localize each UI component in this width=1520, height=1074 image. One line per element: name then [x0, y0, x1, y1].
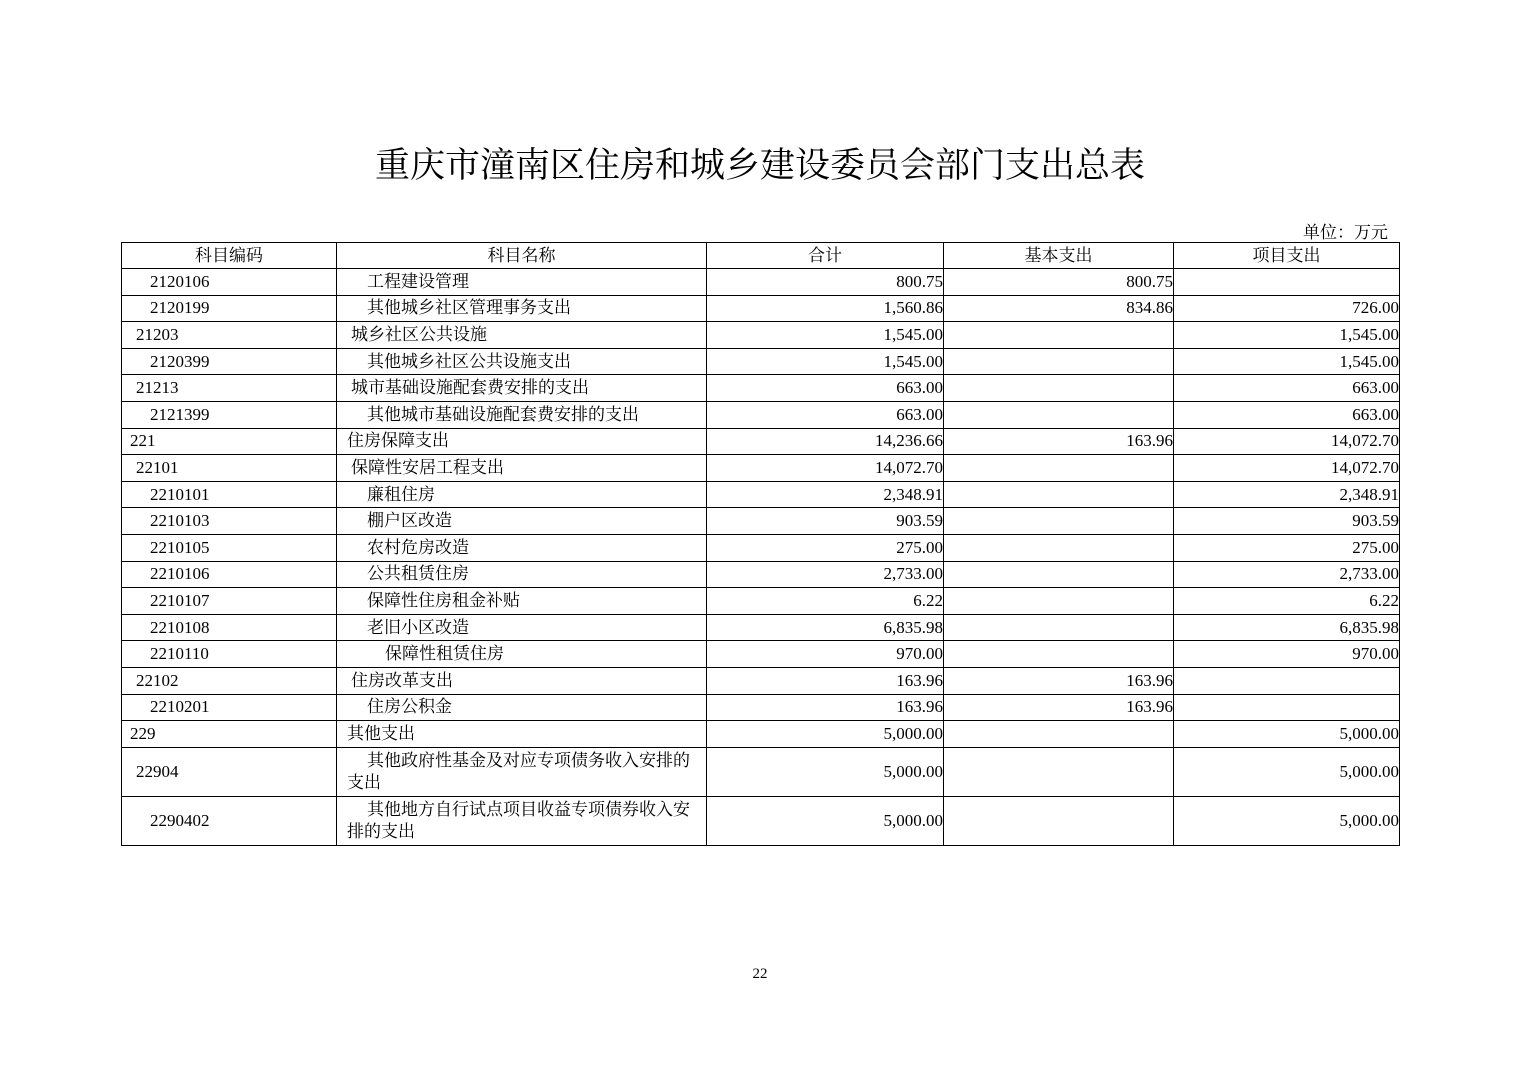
subject-name: 老旧小区改造 [337, 614, 707, 641]
subject-code: 2120399 [122, 348, 337, 375]
basic-amount: 163.96 [944, 667, 1174, 694]
subject-code: 21213 [122, 375, 337, 402]
subject-code: 221 [122, 428, 337, 455]
subject-code: 2210107 [122, 588, 337, 615]
table-header-row [122, 243, 1400, 269]
subject-name: 住房改革支出 [337, 667, 707, 694]
subject-name: 棚户区改造 [337, 508, 707, 535]
table-row [122, 796, 1400, 845]
total-amount: 6,835.98 [707, 614, 944, 641]
subject-code: 229 [122, 721, 337, 748]
project-amount: 726.00 [1174, 295, 1400, 322]
subject-code: 2210101 [122, 481, 337, 508]
subject-code: 2210106 [122, 561, 337, 588]
subject-name: 城市基础设施配套费安排的支出 [337, 375, 707, 402]
project-amount [1174, 667, 1400, 694]
project-amount: 1,545.00 [1174, 348, 1400, 375]
basic-amount [944, 322, 1174, 349]
subject-code: 2210110 [122, 641, 337, 668]
basic-amount [944, 481, 1174, 508]
total-amount: 2,733.00 [707, 561, 944, 588]
table-row [122, 561, 1400, 588]
project-amount: 5,000.00 [1174, 796, 1400, 845]
total-amount: 1,560.86 [707, 295, 944, 322]
basic-amount [944, 747, 1174, 796]
subject-code: 2120106 [122, 269, 337, 296]
table-row [122, 428, 1400, 455]
subject-name: 其他城乡社区管理事务支出 [337, 295, 707, 322]
unit-label: 单位：万元 [1303, 223, 1388, 242]
project-amount: 970.00 [1174, 641, 1400, 668]
project-amount [1174, 694, 1400, 721]
total-amount: 903.59 [707, 508, 944, 535]
subject-name: 住房公积金 [337, 694, 707, 721]
table-row [122, 401, 1400, 428]
subject-code: 22101 [122, 455, 337, 482]
basic-amount [944, 614, 1174, 641]
expense-table [121, 242, 1400, 846]
project-amount: 2,733.00 [1174, 561, 1400, 588]
subject-code: 2210108 [122, 614, 337, 641]
basic-amount: 800.75 [944, 269, 1174, 296]
basic-amount [944, 401, 1174, 428]
table-row [122, 721, 1400, 748]
project-amount: 5,000.00 [1174, 721, 1400, 748]
basic-amount [944, 641, 1174, 668]
project-amount: 1,545.00 [1174, 322, 1400, 349]
project-amount: 2,348.91 [1174, 481, 1400, 508]
subject-code: 22904 [122, 747, 337, 796]
basic-amount [944, 455, 1174, 482]
project-amount: 663.00 [1174, 375, 1400, 402]
total-amount: 6.22 [707, 588, 944, 615]
project-amount: 275.00 [1174, 534, 1400, 561]
table-row [122, 481, 1400, 508]
table-row [122, 295, 1400, 322]
total-amount: 14,236.66 [707, 428, 944, 455]
subject-name: 其他城乡社区公共设施支出 [337, 348, 707, 375]
total-amount: 663.00 [707, 375, 944, 402]
total-amount: 2,348.91 [707, 481, 944, 508]
subject-code: 2210201 [122, 694, 337, 721]
project-amount: 6.22 [1174, 588, 1400, 615]
basic-amount [944, 796, 1174, 845]
table-row [122, 614, 1400, 641]
total-amount: 5,000.00 [707, 747, 944, 796]
total-amount: 1,545.00 [707, 322, 944, 349]
table-row [122, 455, 1400, 482]
basic-amount [944, 561, 1174, 588]
project-amount: 5,000.00 [1174, 747, 1400, 796]
basic-amount: 163.96 [944, 428, 1174, 455]
column-header-project: 项目支出 [1174, 243, 1400, 269]
table-row [122, 588, 1400, 615]
project-amount: 6,835.98 [1174, 614, 1400, 641]
subject-name: 保障性安居工程支出 [337, 455, 707, 482]
project-amount: 663.00 [1174, 401, 1400, 428]
table-row [122, 322, 1400, 349]
total-amount: 1,545.00 [707, 348, 944, 375]
total-amount: 5,000.00 [707, 796, 944, 845]
subject-name: 保障性租赁住房 [337, 641, 707, 668]
project-amount: 14,072.70 [1174, 455, 1400, 482]
column-header-name: 科目名称 [337, 243, 707, 269]
basic-amount [944, 588, 1174, 615]
total-amount: 800.75 [707, 269, 944, 296]
subject-name: 其他支出 [337, 721, 707, 748]
total-amount: 970.00 [707, 641, 944, 668]
subject-code: 2210103 [122, 508, 337, 535]
total-amount: 163.96 [707, 667, 944, 694]
basic-amount [944, 721, 1174, 748]
subject-code: 22102 [122, 667, 337, 694]
page-title: 重庆市潼南区住房和城乡建设委员会部门支出总表 [374, 146, 1145, 186]
subject-code: 2290402 [122, 796, 337, 845]
table-row [122, 694, 1400, 721]
subject-name: 其他城市基础设施配套费安排的支出 [337, 401, 707, 428]
table-row [122, 348, 1400, 375]
subject-name: 住房保障支出 [337, 428, 707, 455]
subject-code: 2121399 [122, 401, 337, 428]
subject-name: 农村危房改造 [337, 534, 707, 561]
table-row [122, 269, 1400, 296]
total-amount: 275.00 [707, 534, 944, 561]
project-amount: 14,072.70 [1174, 428, 1400, 455]
subject-code: 2120199 [122, 295, 337, 322]
table-row [122, 747, 1400, 796]
project-amount [1174, 269, 1400, 296]
total-amount: 14,072.70 [707, 455, 944, 482]
basic-amount [944, 534, 1174, 561]
table-row [122, 667, 1400, 694]
subject-code: 21203 [122, 322, 337, 349]
total-amount: 663.00 [707, 401, 944, 428]
column-header-total: 合计 [707, 243, 944, 269]
subject-name: 公共租赁住房 [337, 561, 707, 588]
table-row [122, 375, 1400, 402]
total-amount: 163.96 [707, 694, 944, 721]
basic-amount [944, 375, 1174, 402]
subject-code: 2210105 [122, 534, 337, 561]
table-row [122, 534, 1400, 561]
subject-name: 其他地方自行试点项目收益专项债券收入安排的支出 [337, 796, 707, 845]
subject-name: 廉租住房 [337, 481, 707, 508]
basic-amount [944, 508, 1174, 535]
subject-name: 保障性住房租金补贴 [337, 588, 707, 615]
page-number: 22 [752, 966, 768, 982]
basic-amount [944, 348, 1174, 375]
subject-name: 工程建设管理 [337, 269, 707, 296]
table-row [122, 641, 1400, 668]
column-header-code: 科目编码 [122, 243, 337, 269]
table-row [122, 508, 1400, 535]
subject-name: 城乡社区公共设施 [337, 322, 707, 349]
project-amount: 903.59 [1174, 508, 1400, 535]
total-amount: 5,000.00 [707, 721, 944, 748]
column-header-basic: 基本支出 [944, 243, 1174, 269]
subject-name: 其他政府性基金及对应专项债务收入安排的支出 [337, 747, 707, 796]
basic-amount: 163.96 [944, 694, 1174, 721]
basic-amount: 834.86 [944, 295, 1174, 322]
